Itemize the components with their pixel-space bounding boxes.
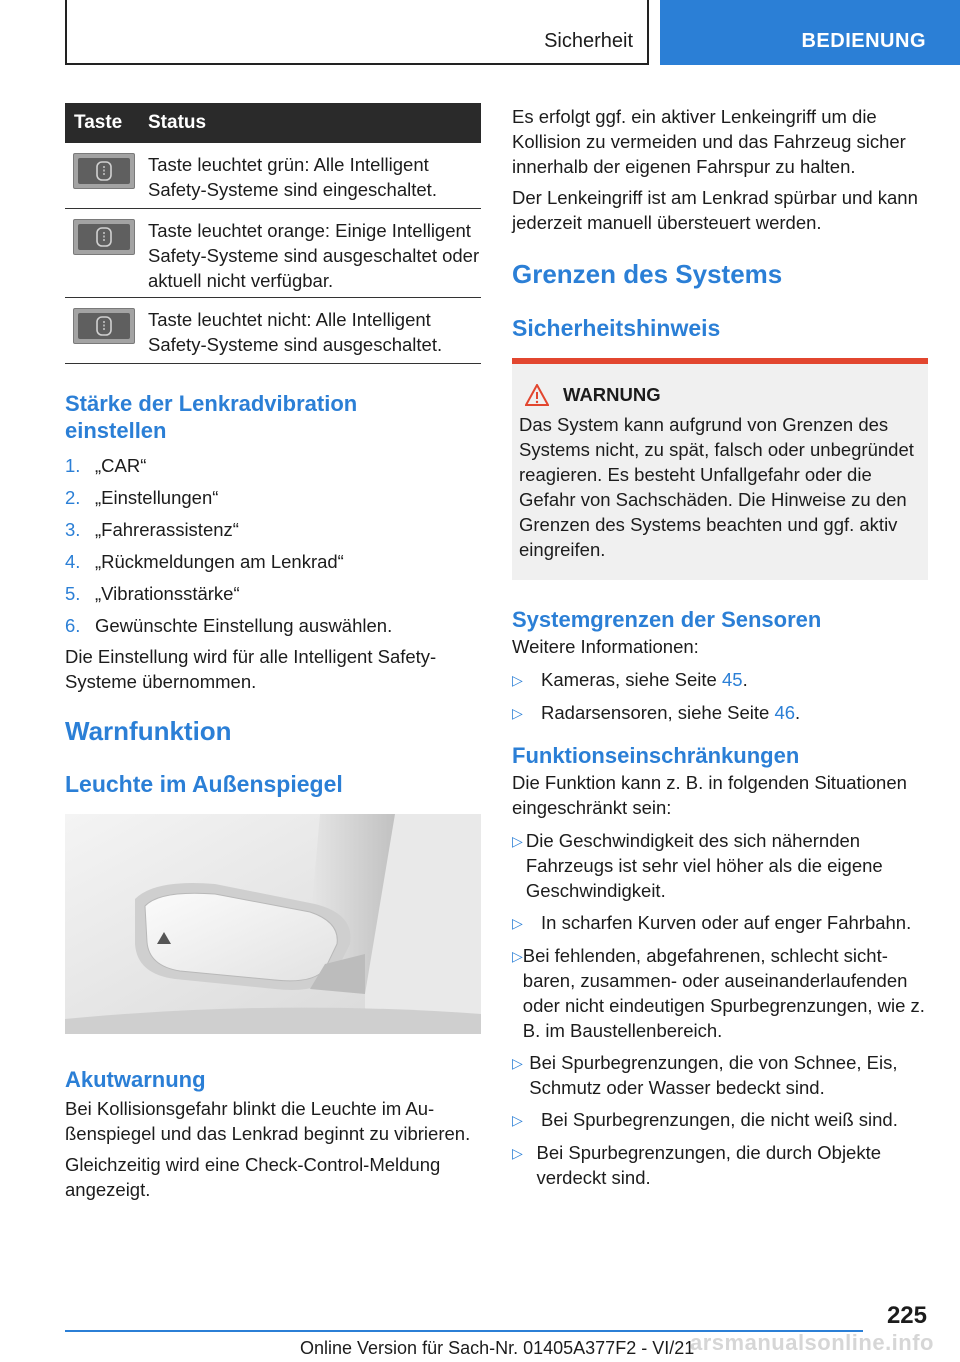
- list-item: ▷ Bei Spurbegrenzungen, die durch Objekte verdeckt sind.: [512, 1142, 882, 1188]
- list-item: 6. Gewünschte Einstellung auswählen.: [65, 615, 393, 636]
- list-item: ▷ Radarsensoren, siehe Seite 46.: [512, 700, 928, 726]
- table-row: [65, 209, 481, 298]
- chapter-title: BEDIENUNG: [801, 30, 926, 52]
- heading-safety-note: Sicherheitshinweis: [512, 315, 721, 341]
- warning-box: [512, 358, 928, 580]
- section-title: Sicherheit: [544, 30, 633, 52]
- list-item: 4. „Rückmeldungen am Lenkrad“: [65, 551, 344, 572]
- list-item: ▷ In scharfen Kurven oder auf enger Fahrbahn.: [512, 910, 928, 936]
- list-item: 3. „Fahrerassistenz“: [65, 519, 239, 540]
- footer-online-version: Online Version für Sach-Nr. 01405A377F2 - VI/21: [300, 1338, 695, 1358]
- heading-warnfunktion: Warnfunktion: [65, 716, 232, 746]
- warning-text: Das System kann aufgrund von Grenzen des Systems nicht, zu spät, falsch oder unbegründet reagieren. Es besteht Unfallgefahr oder die Gefahr von Sachschäden. Die Hinweise zu den Grenzen des Systems beachten und ggf. aktiv eingreifen.: [519, 414, 914, 560]
- heading-system-limits: Grenzen des Systems: [512, 259, 783, 289]
- right-column: [512, 103, 928, 1197]
- paragraph-steering-1: Es erfolgt ggf. ein aktiver Lenkeingriff um die Kollision zu vermeiden und das Fahrzeug sicher innerhalb der eigenen Fahrspur zu halten.: [512, 106, 906, 177]
- table-header-status: Status: [148, 112, 207, 133]
- page-number: 225: [886, 1302, 927, 1329]
- heading-function-restrictions: Funktionseinschränkungen: [512, 743, 800, 768]
- warning-triangle-icon: [525, 384, 549, 406]
- table-cell-icon: [65, 209, 148, 297]
- restriction-list: [512, 828, 928, 1190]
- heading-acute-warning: Akutwarnung: [65, 1067, 206, 1092]
- paragraph-acute-1: Bei Kollisionsgefahr blinkt die Leuchte im Außenspiegel und das Lenkrad beginnt zu vibrieren.: [65, 1098, 471, 1144]
- safety-button-icon: [73, 219, 135, 255]
- chapter-tab: [660, 0, 960, 65]
- list-item: ▷ Die Geschwindigkeit des sich nähernden Fahrzeugs ist sehr viel höher als die eigene Geschwindigkeit.: [512, 830, 883, 901]
- triangle-bullet-icon: ▷: [512, 948, 523, 964]
- triangle-bullet-icon: ▷: [512, 672, 523, 688]
- mirror-image: [65, 814, 481, 1034]
- warning-title: WARNUNG: [563, 384, 661, 405]
- safety-button-icon: [73, 308, 135, 344]
- heading-vibration: Stärke der Lenkradvibration einstellen: [65, 391, 358, 443]
- table-header-key: Taste: [74, 112, 123, 133]
- watermark-brand: arsmanualsonline.info: [690, 1330, 934, 1355]
- triangle-bullet-icon: ▷: [512, 1055, 523, 1071]
- table-cell-icon: [65, 143, 148, 208]
- triangle-bullet-icon: ▷: [512, 915, 523, 931]
- list-item: ▷ Bei fehlenden, abgefahrenen, schlecht sichtbaren, zusammen- oder auseinanderlaufenden oder nicht eindeutigen Spurbegrenzungen, wie z. B. im Baustellenbereich.: [512, 945, 925, 1041]
- table-cell-status: Taste leuchtet orange: Einige Intelligent Safety-Systeme sind ausgeschaltet oder aktuell nicht verfügbar.: [148, 220, 480, 291]
- heading-sensor-limits: Systemgrenzen der Sensoren: [512, 607, 822, 632]
- paragraph-steering-2: Der Lenkeingriff ist am Lenkrad spürbar und kann jederzeit manuell übersteuert werden.: [512, 187, 918, 233]
- paragraph-acute-2: Gleichzeitig wird eine Check-Control-Meldung angezeigt.: [65, 1154, 441, 1200]
- table-row: [65, 298, 481, 364]
- page-link-45[interactable]: 45: [721, 669, 743, 690]
- table-cell-status: Taste leuchtet grün: Alle Intelligent Safety-Systeme sind eingeschaltet.: [148, 154, 437, 200]
- table-row: [65, 143, 481, 209]
- table-cell-icon: [65, 298, 148, 363]
- left-column: [65, 103, 481, 1202]
- list-item: ▷ Kameras, siehe Seite 45.: [512, 667, 928, 693]
- triangle-bullet-icon: ▷: [512, 1145, 523, 1161]
- steps-list: [65, 453, 481, 638]
- status-table: [65, 103, 481, 364]
- paragraph-more-info: Weitere Informationen:: [512, 636, 699, 657]
- heading-mirror-light: Leuchte im Außenspiegel: [65, 771, 343, 797]
- page-link-46[interactable]: 46: [774, 702, 796, 723]
- table-header: [65, 103, 481, 143]
- list-item: 1. „CAR“: [65, 455, 147, 476]
- paragraph-apply: Die Einstellung wird für alle Intelligent Safety-Systeme übernommen.: [65, 646, 437, 692]
- paragraph-restrictions: Die Funktion kann z. B. in folgenden Situationen eingeschränkt sein:: [512, 772, 907, 818]
- sensor-list: [512, 667, 928, 726]
- safety-button-icon: [73, 153, 135, 189]
- section-tab: [65, 0, 649, 65]
- table-cell-status: Taste leuchtet nicht: Alle Intelligent Safety-Systeme sind ausgeschaltet.: [148, 309, 443, 355]
- triangle-bullet-icon: ▷: [512, 833, 523, 849]
- warning-header: [519, 384, 920, 406]
- list-item: 5. „Vibrationsstärke“: [65, 583, 240, 604]
- triangle-bullet-icon: ▷: [512, 1112, 523, 1128]
- list-item: 2. „Einstellungen“: [65, 487, 219, 508]
- triangle-bullet-icon: ▷: [512, 705, 523, 721]
- list-item: ▷ Bei Spurbegrenzungen, die nicht weiß sind.: [512, 1107, 928, 1133]
- list-item: ▷ Bei Spurbegrenzungen, die von Schnee, Eis, Schmutz oder Wasser bedeckt sind.: [512, 1052, 898, 1098]
